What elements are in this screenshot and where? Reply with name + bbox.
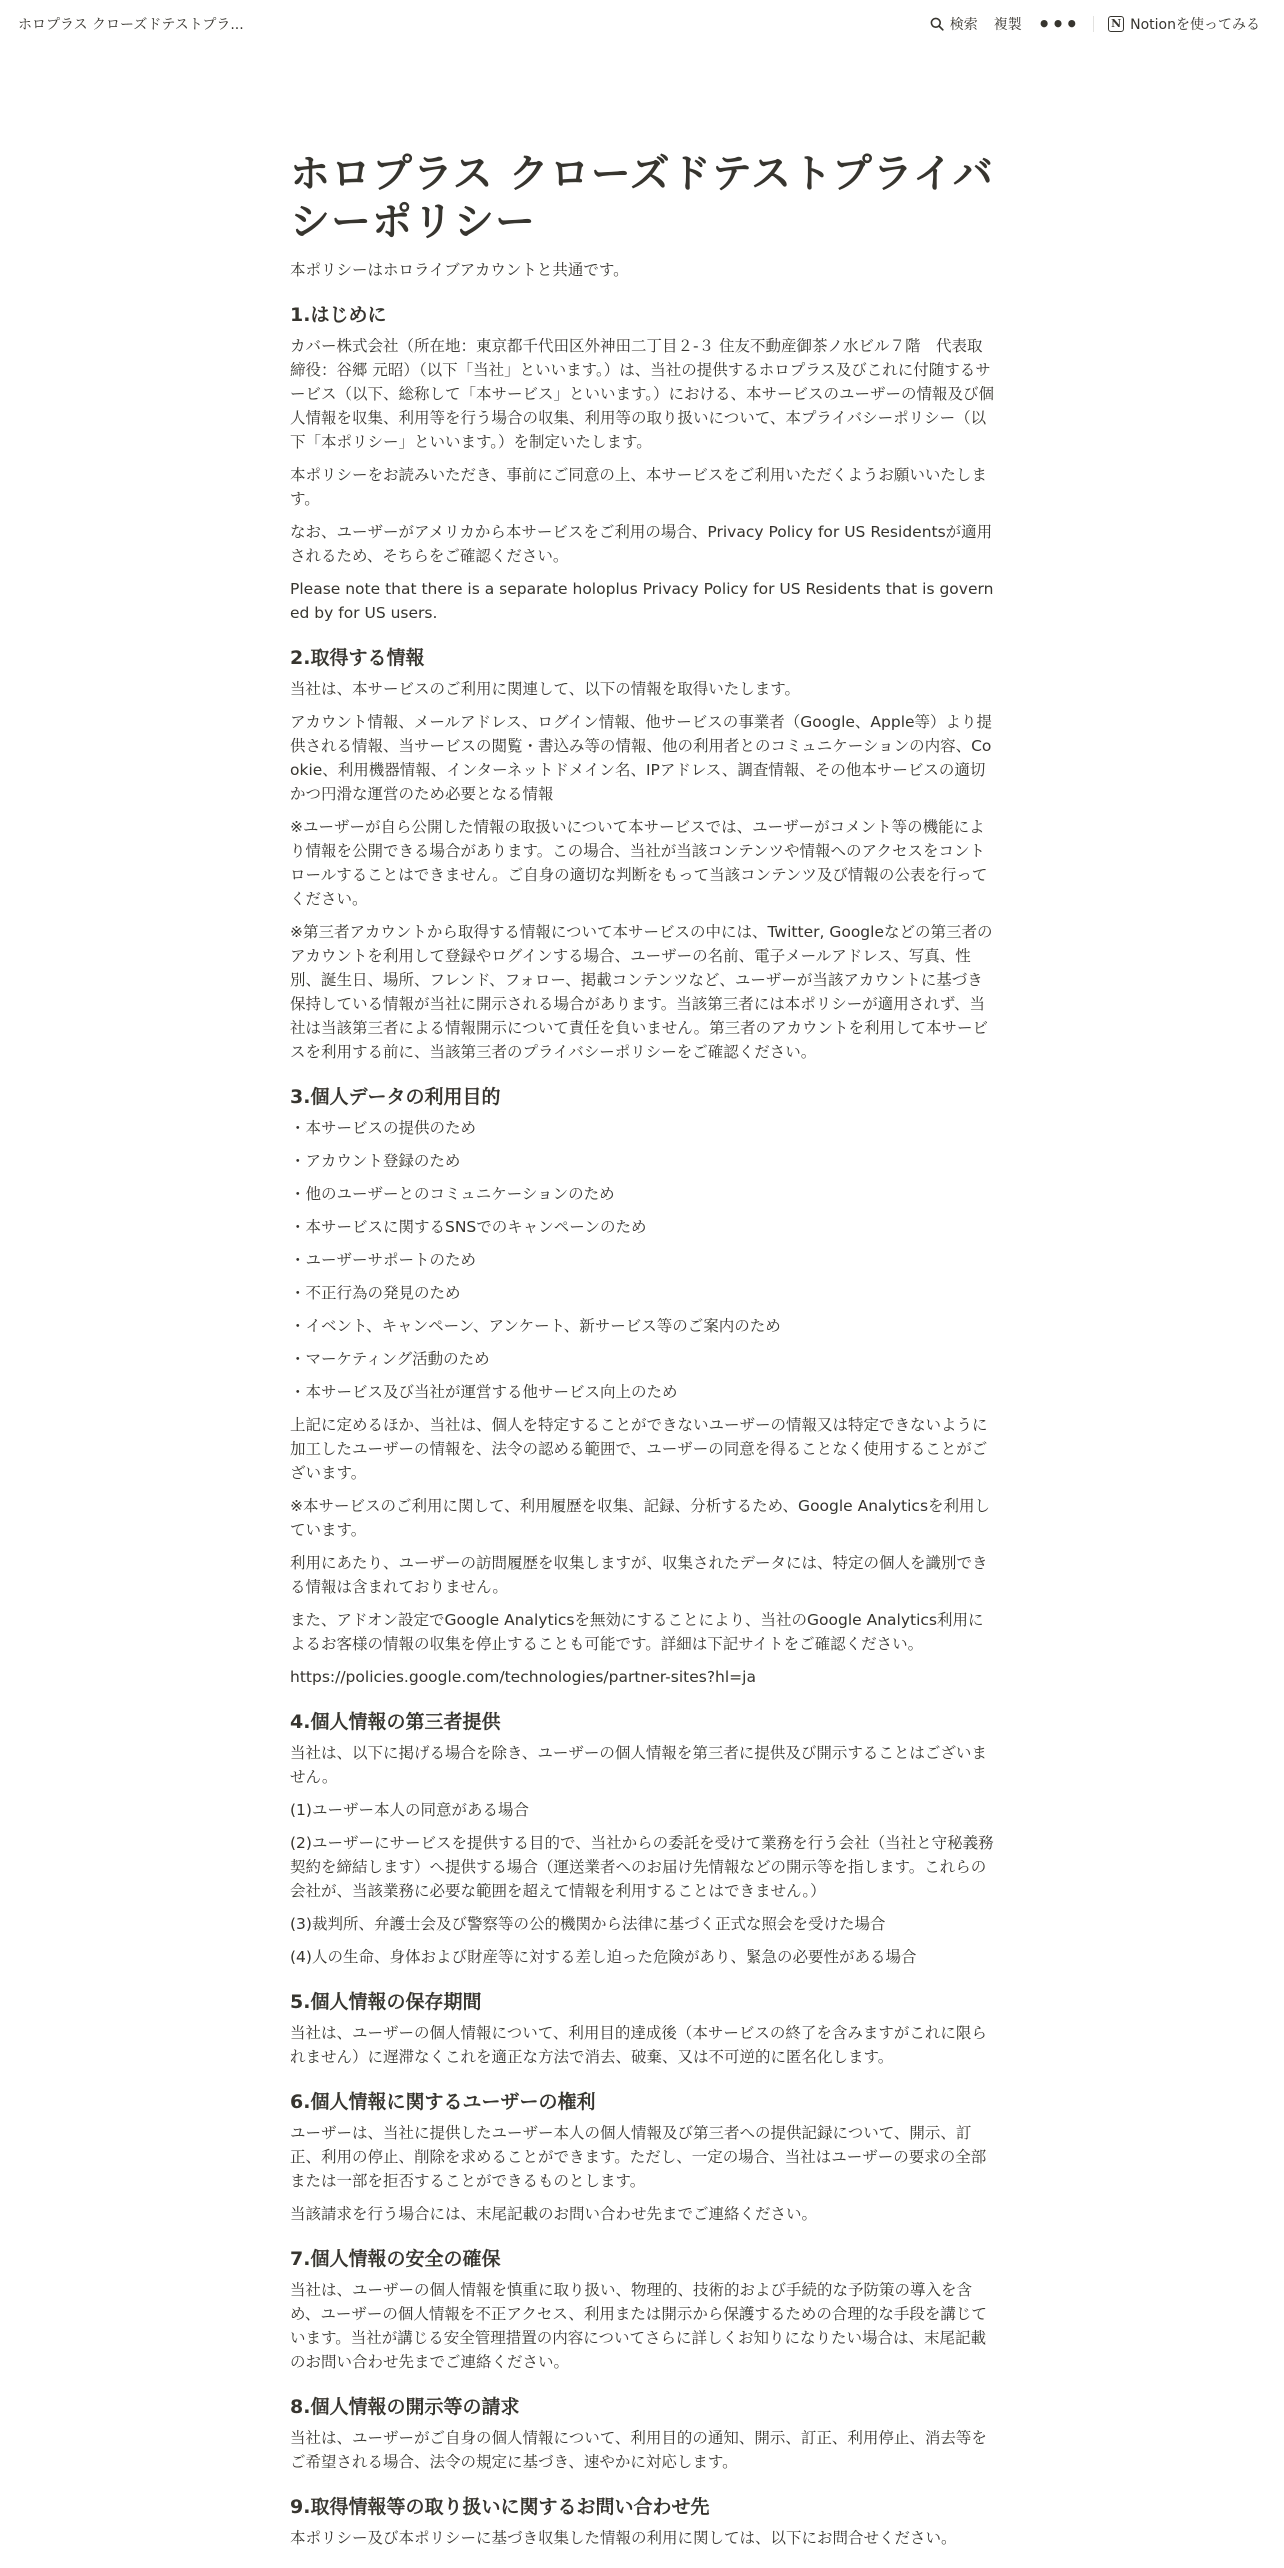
page-content <box>290 150 996 2559</box>
paragraph: ※ユーザーが自ら公開した情報の取扱いについて本サービスでは、ユーザーがコメント等の機能により情報を公開できる場合があります。この場合、当社が当該コンテンツや情報へのアクセスをコントロールすることはできません。ご自身の適切な判断をもって当該コンテンツ及び情報の公表を行ってください。 <box>290 818 988 908</box>
paragraph: 当社は、以下に掲げる場合を除き、ユーザーの個人情報を第三者に提供及び開示することはございません。 <box>290 1744 987 1786</box>
page-title: ホロプラス クローズドテストプライバシーポリシー <box>290 151 994 245</box>
breadcrumb[interactable]: ホロプラス クローズドテストプラ... <box>18 17 244 33</box>
section-heading: 1.はじめに <box>290 304 387 326</box>
paragraph: 利用にあたり、ユーザーの訪問履歴を収集しますが、収集されたデータには、特定の個人を識別できる情報は含まれておりません。 <box>290 1554 988 1596</box>
section-heading: 9.取得情報等の取り扱いに関するお問い合わせ先 <box>290 2496 710 2518</box>
duplicate-button[interactable] <box>986 10 1030 38</box>
duplicate-label: 複製 <box>993 17 1022 33</box>
paragraph: ・他のユーザーとのコミュニケーションのため <box>290 1185 615 1203</box>
paragraph: アカウント情報、メールアドレス、ログイン情報、他サービスの事業者（Google、Apple等）より提供される情報、当サービスの閲覧・書込み等の情報、他の利用者とのコミュニケーションの内容、Cookie、利用機器情報、インターネットドメイン名、IPアドレス、調査情報、その他本サービスの適切かつ円滑な運営のため必要となる情報 <box>290 713 993 803</box>
section-heading: 2.取得する情報 <box>290 647 425 669</box>
paragraph: ・イベント、キャンペーン、アンケート、新サービス等のご案内のため <box>290 1317 781 1335</box>
paragraph: 本ポリシーをお読みいただき、事前にご同意の上、本サービスをご利用いただくようお願いいたします。 <box>290 466 987 508</box>
paragraph: (4)人の生命、身体および財産等に対する差し迫った危険があり、緊急の必要性がある場合 <box>290 1948 917 1966</box>
section-heading: 3.個人データの利用目的 <box>290 1086 501 1108</box>
search-icon <box>930 17 944 31</box>
paragraph: 当社は、ユーザーの個人情報を慎重に取り扱い、物理的、技術的および手続的な予防策の導入を含め、ユーザーの個人情報を不正アクセス、利用または開示から保護するための合理的な手段を講じています。当社が講じる安全管理措置の内容についてさらに詳しくお知りになりたい場合は、末尾記載のお問い合わせ先までご連絡ください。 <box>290 2281 987 2371</box>
paragraph: (2)ユーザーにサービスを提供する目的で、当社からの委託を受けて業務を行う会社（当社と守秘義務契約を締結します）へ提供する場合（運送業者へのお届け先情報などの開示等を指します。これらの会社が、当該業務に必要な範囲を超えて情報を利用することはできません。） <box>290 1834 994 1900</box>
page-body <box>290 258 996 2550</box>
paragraph: 当社は、本サービスのご利用に関連して、以下の情報を取得いたします。 <box>290 680 800 698</box>
section-heading: 6.個人情報に関するユーザーの権利 <box>290 2091 596 2113</box>
section-heading: 7.個人情報の安全の確保 <box>290 2248 501 2270</box>
paragraph: ・本サービス及び当社が運営する他サービス向上のため <box>290 1383 678 1401</box>
notion-logo-icon: N <box>1108 16 1124 32</box>
paragraph: 当社は、ユーザーがご自身の個人情報について、利用目的の通知、開示、訂正、利用停止、消去等をご希望される場合、法令の規定に基づき、速やかに対応します。 <box>290 2429 987 2471</box>
paragraph: 本ポリシーはホロライブアカウントと共通です。 <box>290 261 629 279</box>
topbar <box>0 0 1284 48</box>
paragraph: ・本サービスの提供のため <box>290 1119 477 1137</box>
divider <box>1093 16 1094 32</box>
paragraph: ・不正行為の発見のため <box>290 1284 461 1302</box>
paragraph: (3)裁判所、弁護士会及び警察等の公的機関から法律に基づく正式な照会を受けた場合 <box>290 1915 886 1933</box>
paragraph: なお、ユーザーがアメリカから本サービスをご利用の場合、Privacy Policy for US Residentsが適用されるため、そちらをご確認ください。 <box>290 523 993 565</box>
paragraph: (1)ユーザー本人の同意がある場合 <box>290 1801 529 1819</box>
section-heading: 8.個人情報の開示等の請求 <box>290 2396 520 2418</box>
paragraph: 当社は、ユーザーの個人情報について、利用目的達成後（本サービスの終了を含みますがこれに限られません）に遅滞なくこれを適正な方法で消去、破棄、又は不可逆的に匿名化します。 <box>290 2024 987 2066</box>
try-notion-button[interactable] <box>1100 10 1268 38</box>
try-notion-label: Notionを使ってみる <box>1130 17 1260 33</box>
paragraph: 上記に定めるほか、当社は、個人を特定することができないユーザーの情報又は特定できないように加工したユーザーの情報を、法令の認める範囲で、ユーザーの同意を得ることなく使用することがございます。 <box>290 1416 988 1482</box>
search-button[interactable] <box>922 10 986 38</box>
topbar-actions <box>922 10 1268 38</box>
section-heading: 4.個人情報の第三者提供 <box>290 1711 501 1733</box>
paragraph: https://policies.google.com/technologies/partner-sites?hl=ja <box>290 1668 756 1686</box>
paragraph: ・アカウント登録のため <box>290 1152 461 1170</box>
section-heading: 5.個人情報の保存期間 <box>290 1991 482 2013</box>
paragraph: ※第三者アカウントから取得する情報について本サービスの中には、Twitter, Googleなどの第三者のアカウントを利用して登録やログインする場合、ユーザーの名前、電子メールアドレス、写真、性別、誕生日、場所、フレンド、フォロー、掲載コンテンツなど、ユーザーが当該アカウントに基づき保持している情報が当社に開示される場合があります。当該第三者には本ポリシーが適用されず、当社は当該第三者による情報開示について責任を負いません。第三者のアカウントを利用して本サービスを利用する前に、当該第三者のプライバシーポリシーをご確認ください。 <box>290 923 993 1061</box>
paragraph: ・ユーザーサポートのため <box>290 1251 477 1269</box>
paragraph: 当該請求を行う場合には、末尾記載のお問い合わせ先までご連絡ください。 <box>290 2205 818 2223</box>
paragraph: ユーザーは、当社に提供したユーザー本人の個人情報及び第三者への提供記録について、開示、訂正、利用の停止、削除を求めることができます。ただし、一定の場合、当社はユーザーの要求の全部または一部を拒否することができるものとします。 <box>290 2124 987 2190</box>
paragraph: Please note that there is a separate holoplus Privacy Policy for US Residents that is governed by for US users. <box>290 580 994 622</box>
paragraph: 本ポリシー及び本ポリシーに基づき収集した情報の利用に関しては、以下にお問合せください。 <box>290 2529 957 2547</box>
paragraph: ・マーケティング活動のため <box>290 1350 490 1368</box>
more-button[interactable] <box>1030 13 1087 35</box>
paragraph: また、アドオン設定でGoogle Analyticsを無効にすることにより、当社のGoogle Analytics利用によるお客様の情報の収集を停止することも可能です。詳細は下記サイトをご確認ください。 <box>290 1611 984 1653</box>
paragraph: カバー株式会社（所在地：東京都千代田区外神田二丁目２-３ 住友不動産御茶ノ水ビル７階 代表取締役：谷郷 元昭）（以下「当社」といいます。）は、当社の提供するホロプラス及びこれに付随するサービス（以下、総称して「本サービス」といいます。）における、本サービスのユーザーの情報及び個人情報を収集、利用等を行う場合の収集、利用等の取り扱いについて、本プライバシーポリシー（以下「本ポリシー」といいます。）を制定いたします。 <box>290 337 995 451</box>
paragraph: ※本サービスのご利用に関して、利用履歴を収集、記録、分析するため、Google Analyticsを利用しています。 <box>290 1497 991 1539</box>
more-horizontal-icon: ••• <box>1037 12 1080 36</box>
paragraph: ・本サービスに関するSNSでのキャンペーンのため <box>290 1218 647 1236</box>
search-label: 検索 <box>949 17 978 33</box>
